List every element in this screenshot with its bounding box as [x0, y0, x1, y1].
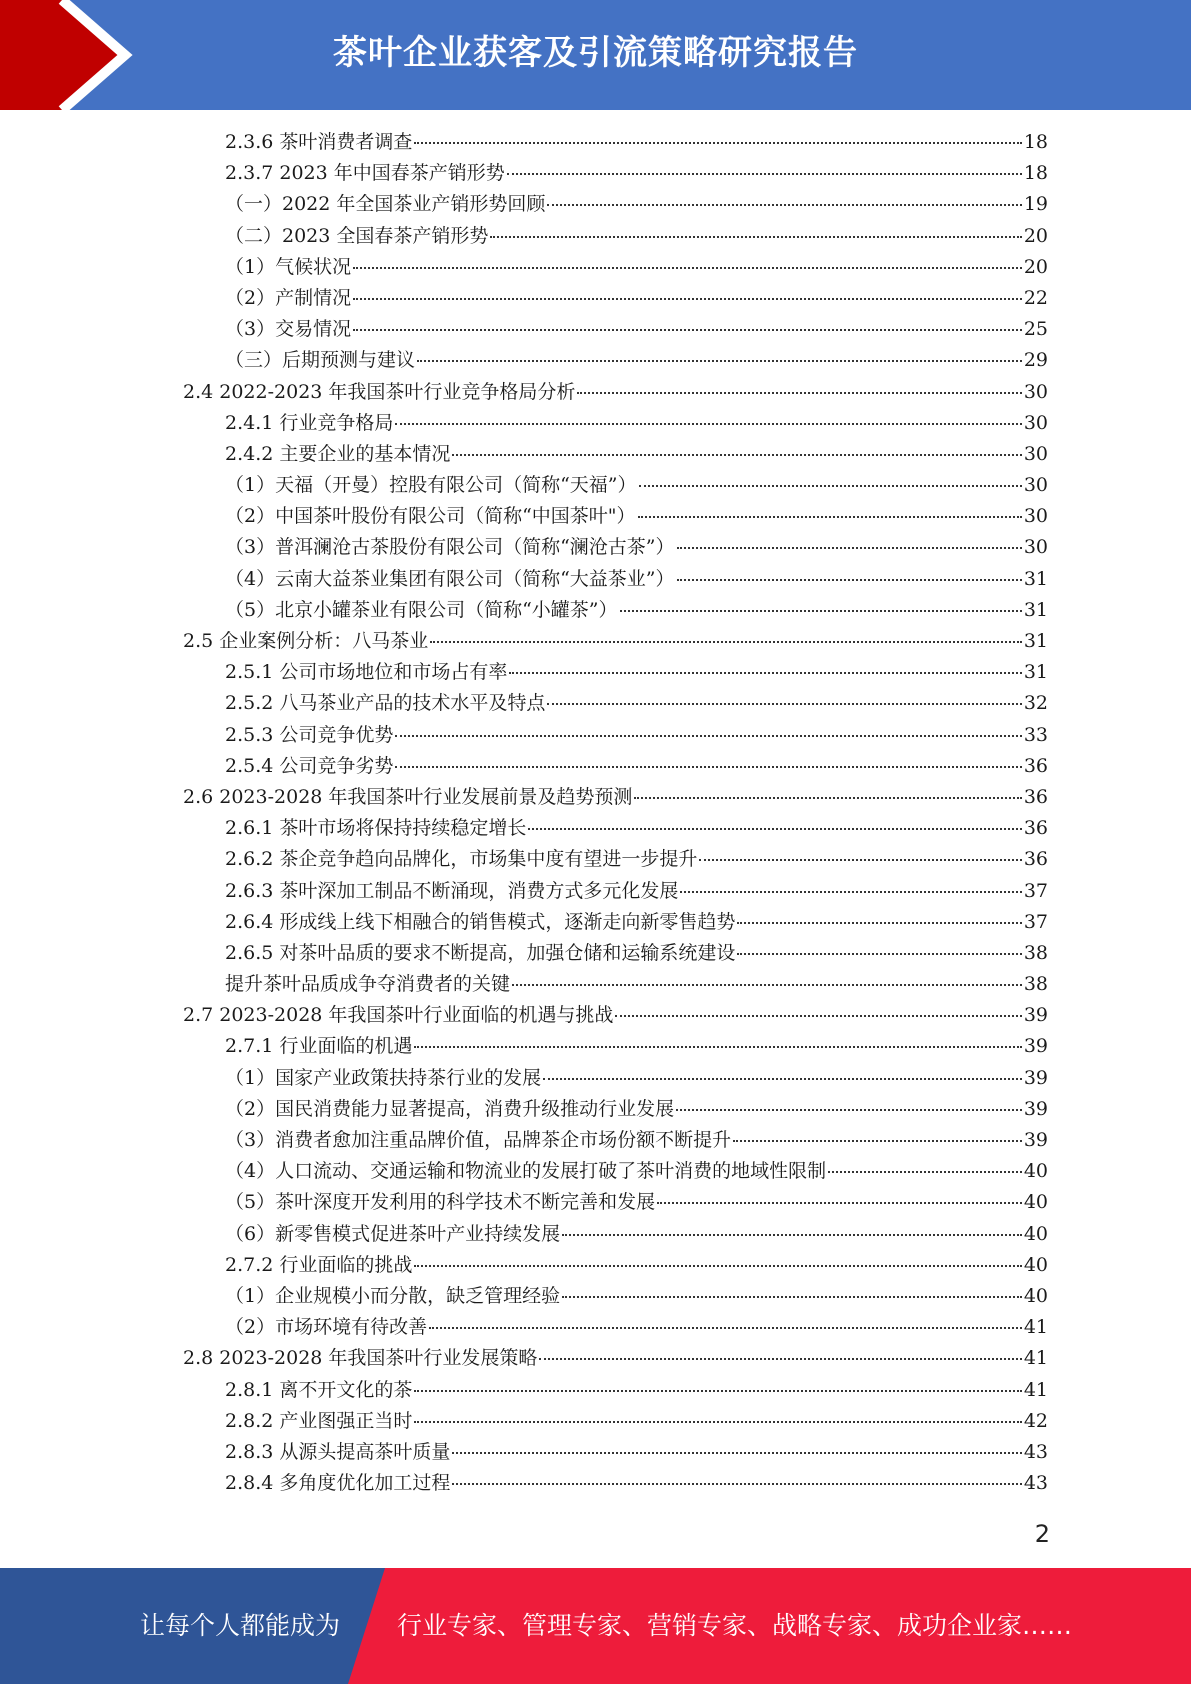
toc-entry-title: 2.7 2023-2028 年我国茶叶行业面临的机遇与挑战: [183, 1004, 614, 1027]
toc-entry[interactable]: [183, 221, 1048, 252]
toc-entry-title: 2.4.1 行业竞争格局: [225, 411, 394, 434]
footer-slogan-left: 让每个人都能成为: [140, 1611, 341, 1640]
toc-dot-leader: [733, 1139, 1022, 1142]
toc-dot-leader: [414, 1420, 1021, 1423]
toc-dot-leader: [547, 702, 1021, 705]
toc-entry[interactable]: [183, 1219, 1048, 1250]
toc-entry[interactable]: [183, 158, 1048, 189]
toc-dot-leader: [680, 890, 1021, 893]
toc-dot-leader: [577, 391, 1021, 394]
toc-entry-page: 18: [1023, 162, 1048, 185]
toc-entry[interactable]: [183, 345, 1048, 376]
toc-entry-title: （6）新零售模式促进茶叶产业持续发展: [225, 1222, 561, 1245]
toc-entry[interactable]: [183, 252, 1048, 283]
toc-entry-page: 25: [1023, 318, 1048, 341]
toc-entry[interactable]: [183, 813, 1048, 844]
toc-dot-leader: [547, 203, 1021, 206]
toc-entry-title: 2.5.1 公司市场地位和市场占有率: [225, 661, 508, 684]
toc-entry-title: 2.3.6 茶叶消费者调查: [225, 131, 413, 153]
toc-entry[interactable]: [183, 377, 1048, 408]
toc-entry[interactable]: [183, 564, 1048, 595]
toc-entry-page: 22: [1023, 286, 1048, 309]
toc-entry-title: （3）交易情况: [225, 318, 352, 341]
toc-entry[interactable]: [183, 844, 1048, 875]
toc-entry-page: 39: [1023, 1035, 1048, 1058]
toc-entry-title: （三）后期预测与建议: [225, 349, 416, 372]
toc-entry[interactable]: [183, 1125, 1048, 1156]
toc-entry-title: 2.8.1 离不开文化的茶: [225, 1378, 413, 1401]
toc-entry[interactable]: [183, 907, 1048, 938]
toc-entry-title: 2.5.4 公司竞争劣势: [225, 754, 394, 777]
toc-dot-leader: [737, 921, 1021, 924]
toc-entry-title: （1）气候状况: [225, 255, 352, 278]
toc-dot-leader: [395, 765, 1021, 768]
toc-entry-page: 40: [1023, 1222, 1048, 1245]
toc-dot-leader: [353, 266, 1022, 269]
toc-entry[interactable]: [183, 688, 1048, 719]
toc-entry-title: （3）普洱澜沧古茶股份有限公司（简称“澜沧古茶”）: [225, 536, 675, 559]
toc-dot-leader: [417, 359, 1022, 362]
toc-dot-leader: [657, 1201, 1022, 1204]
toc-entry-page: 40: [1023, 1284, 1048, 1307]
toc-dot-leader: [634, 796, 1021, 799]
toc-entry-title: （4）云南大益茶业集团有限公司（简称“大益茶业”）: [225, 567, 675, 590]
toc-entry-page: 18: [1023, 131, 1048, 153]
toc-dot-leader: [677, 546, 1022, 549]
toc-entry-title: （二）2023 全国春茶产销形势: [225, 224, 489, 247]
toc-entry-page: 20: [1023, 224, 1048, 247]
toc-entry-title: （1）天福（开曼）控股有限公司（简称“天福”）: [225, 474, 637, 497]
table-of-contents: [183, 127, 1048, 1499]
toc-entry[interactable]: [183, 283, 1048, 314]
toc-dot-leader: [528, 827, 1021, 830]
toc-entry-page: 19: [1023, 193, 1048, 216]
toc-dot-leader: [509, 671, 1021, 674]
toc-entry-title: 2.4 2022-2023 年我国茶叶行业竞争格局分析: [183, 380, 576, 403]
toc-entry-page: 20: [1023, 255, 1048, 278]
toc-entry-page: 30: [1023, 442, 1048, 465]
toc-entry-title: 2.5.3 公司竞争优势: [225, 723, 394, 746]
toc-entry-title: （5）茶叶深度开发利用的科学技术不断完善和发展: [225, 1191, 656, 1214]
toc-entry-page: 33: [1023, 723, 1048, 746]
toc-dot-leader: [414, 141, 1021, 144]
toc-entry-title: （1）国家产业政策扶持茶行业的发展: [225, 1066, 542, 1089]
toc-entry-page: 30: [1023, 380, 1048, 403]
toc-dot-leader: [353, 297, 1022, 300]
toc-entry[interactable]: [183, 1187, 1048, 1218]
toc-entry-title: 2.8.2 产业图强正当时: [225, 1409, 413, 1432]
page-number: 2: [1034, 1520, 1050, 1548]
toc-entry[interactable]: [183, 938, 1048, 969]
toc-dot-leader: [452, 1451, 1021, 1454]
toc-dot-leader: [429, 1326, 1022, 1329]
toc-entry-page: 36: [1023, 848, 1048, 871]
toc-entry-title: （1）企业规模小而分散，缺乏管理经验: [225, 1284, 561, 1307]
toc-entry-title: （4）人口流动、交通运输和物流业的发展打破了茶叶消费的地域性限制: [225, 1160, 827, 1183]
toc-entry[interactable]: [183, 1000, 1048, 1031]
toc-entry[interactable]: [183, 1312, 1048, 1343]
toc-entry-page: 29: [1023, 349, 1048, 372]
report-title: 茶叶企业获客及引流策略研究报告: [333, 33, 858, 73]
toc-dot-leader: [638, 515, 1022, 518]
toc-entry-page: 30: [1023, 474, 1048, 497]
toc-entry-title: （一）2022 年全国茶业产销形势回顾: [225, 193, 546, 216]
toc-entry-title: 2.6.2 茶企竞争趋向品牌化，市场集中度有望进一步提升: [225, 848, 698, 871]
toc-entry[interactable]: [183, 751, 1048, 782]
toc-dot-leader: [430, 640, 1022, 643]
toc-entry[interactable]: [183, 1437, 1048, 1468]
toc-entry-title: 2.8.4 多角度优化加工过程: [225, 1472, 451, 1495]
toc-entry[interactable]: [183, 532, 1048, 563]
toc-entry-title: 提升茶叶品质成争夺消费者的关键: [225, 973, 511, 996]
toc-entry-page: 37: [1023, 910, 1048, 933]
toc-entry-title: 2.5 企业案例分析：八马茶业: [183, 630, 429, 652]
toc-entry[interactable]: [183, 439, 1048, 470]
toc-entry-page: 39: [1023, 1129, 1048, 1151]
toc-entry-page: 30: [1023, 505, 1048, 528]
toc-entry[interactable]: [183, 1250, 1048, 1281]
toc-entry-title: 2.6 2023-2028 年我国茶叶行业发展前景及趋势预测: [183, 785, 633, 808]
toc-dot-leader: [828, 1170, 1022, 1173]
toc-entry-title: （2）市场环境有待改善: [225, 1316, 428, 1339]
toc-entry-page: 39: [1023, 1097, 1048, 1120]
toc-dot-leader: [539, 1357, 1021, 1360]
toc-entry[interactable]: [183, 501, 1048, 532]
toc-dot-leader: [507, 172, 1022, 175]
toc-entry-title: （2）中国茶叶股份有限公司（简称“中国茶叶"）: [225, 505, 636, 528]
toc-entry-page: 31: [1023, 598, 1048, 621]
toc-entry-page: 36: [1023, 785, 1048, 808]
toc-dot-leader: [452, 453, 1021, 456]
toc-entry-page: 32: [1023, 692, 1048, 715]
toc-entry-title: 2.8 2023-2028 年我国茶叶行业发展策略: [183, 1347, 538, 1370]
toc-entry[interactable]: [183, 626, 1048, 657]
toc-entry-title: 2.7.2 行业面临的挑战: [225, 1253, 413, 1276]
toc-entry[interactable]: [183, 1094, 1048, 1125]
toc-entry[interactable]: [183, 1468, 1048, 1499]
toc-entry[interactable]: [183, 189, 1048, 220]
toc-dot-leader: [676, 1108, 1022, 1111]
toc-entry[interactable]: [183, 1406, 1048, 1437]
toc-entry[interactable]: [183, 314, 1048, 345]
toc-dot-leader: [699, 858, 1021, 861]
toc-entry-page: 40: [1023, 1191, 1048, 1214]
toc-entry-page: 38: [1023, 941, 1048, 964]
toc-entry-title: 2.4.2 主要企业的基本情况: [225, 442, 451, 465]
toc-entry-page: 41: [1023, 1316, 1048, 1339]
toc-entry-page: 30: [1023, 411, 1048, 434]
toc-entry-title: 2.8.3 从源头提高茶叶质量: [225, 1440, 451, 1463]
toc-entry[interactable]: [183, 595, 1048, 626]
toc-entry-page: 31: [1023, 661, 1048, 684]
toc-dot-leader: [543, 1077, 1022, 1080]
toc-entry[interactable]: [183, 782, 1048, 813]
toc-dot-leader: [414, 1045, 1021, 1048]
toc-entry-title: 2.7.1 行业面临的机遇: [225, 1035, 413, 1058]
toc-entry[interactable]: [183, 1281, 1048, 1312]
toc-entry[interactable]: [183, 408, 1048, 439]
toc-dot-leader: [490, 235, 1021, 238]
toc-entry-page: 41: [1023, 1347, 1048, 1370]
toc-dot-leader: [512, 983, 1022, 986]
toc-entry-page: 42: [1023, 1409, 1048, 1432]
toc-dot-leader: [677, 578, 1022, 581]
toc-entry-title: 2.3.7 2023 年中国春茶产销形势: [225, 162, 505, 185]
toc-dot-leader: [414, 1389, 1021, 1392]
toc-entry[interactable]: [183, 876, 1048, 907]
toc-entry-page: 37: [1023, 879, 1048, 902]
toc-dot-leader: [615, 1014, 1021, 1017]
toc-entry-page: 31: [1023, 567, 1048, 590]
toc-entry[interactable]: [183, 1063, 1048, 1094]
toc-dot-leader: [737, 952, 1021, 955]
toc-dot-leader: [353, 328, 1022, 331]
toc-entry-title: （2）产制情况: [225, 286, 352, 309]
toc-entry-page: 36: [1023, 754, 1048, 777]
toc-dot-leader: [562, 1233, 1022, 1236]
toc-entry-page: 41: [1023, 1378, 1048, 1401]
toc-entry-title: 2.6.5 对茶叶品质的要求不断提高，加强仓储和运输系统建设: [225, 941, 736, 964]
toc-entry[interactable]: [183, 1375, 1048, 1406]
toc-entry-page: 38: [1023, 973, 1048, 996]
toc-dot-leader: [562, 1295, 1022, 1298]
page-header: [0, 0, 1191, 110]
toc-entry[interactable]: [183, 1031, 1048, 1062]
toc-entry[interactable]: [183, 1343, 1048, 1374]
toc-entry[interactable]: [183, 1156, 1048, 1187]
toc-entry-page: 39: [1023, 1004, 1048, 1027]
page-footer: [0, 1568, 1191, 1684]
toc-entry-title: 2.6.4 形成线上线下相融合的销售模式，逐渐走向新零售趋势: [225, 910, 736, 933]
toc-entry-title: 2.6.1 茶叶市场将保持持续稳定增长: [225, 817, 527, 840]
toc-entry[interactable]: [183, 969, 1048, 1000]
toc-entry-page: 36: [1023, 817, 1048, 840]
toc-entry-page: 43: [1023, 1440, 1048, 1463]
toc-dot-leader: [414, 1264, 1021, 1267]
toc-entry[interactable]: [183, 720, 1048, 751]
toc-entry-page: 31: [1023, 630, 1048, 652]
toc-entry[interactable]: [183, 657, 1048, 688]
toc-entry[interactable]: [183, 470, 1048, 501]
toc-dot-leader: [395, 734, 1021, 737]
toc-dot-leader: [395, 422, 1021, 425]
toc-entry-title: （3）消费者愈加注重品牌价值，品牌茶企市场份额不断提升: [225, 1129, 732, 1151]
toc-dot-leader: [639, 484, 1022, 487]
toc-entry-page: 43: [1023, 1472, 1048, 1495]
toc-entry-title: 2.5.2 八马茶业产品的技术水平及特点: [225, 692, 546, 715]
toc-entry-title: （2）国民消费能力显著提高，消费升级推动行业发展: [225, 1097, 675, 1120]
footer-slogan-right: 行业专家、管理专家、营销专家、战略专家、成功企业家……: [397, 1611, 1073, 1640]
toc-entry-title: （5）北京小罐茶业有限公司（简称“小罐茶”）: [225, 598, 618, 621]
toc-dot-leader: [452, 1482, 1021, 1485]
toc-entry-title: 2.6.3 茶叶深加工制品不断涌现，消费方式多元化发展: [225, 879, 679, 902]
toc-entry-page: 39: [1023, 1066, 1048, 1089]
toc-entry-page: 40: [1023, 1253, 1048, 1276]
toc-entry-page: 40: [1023, 1160, 1048, 1183]
toc-entry-page: 30: [1023, 536, 1048, 559]
toc-entry[interactable]: [183, 127, 1048, 158]
toc-dot-leader: [620, 609, 1022, 612]
